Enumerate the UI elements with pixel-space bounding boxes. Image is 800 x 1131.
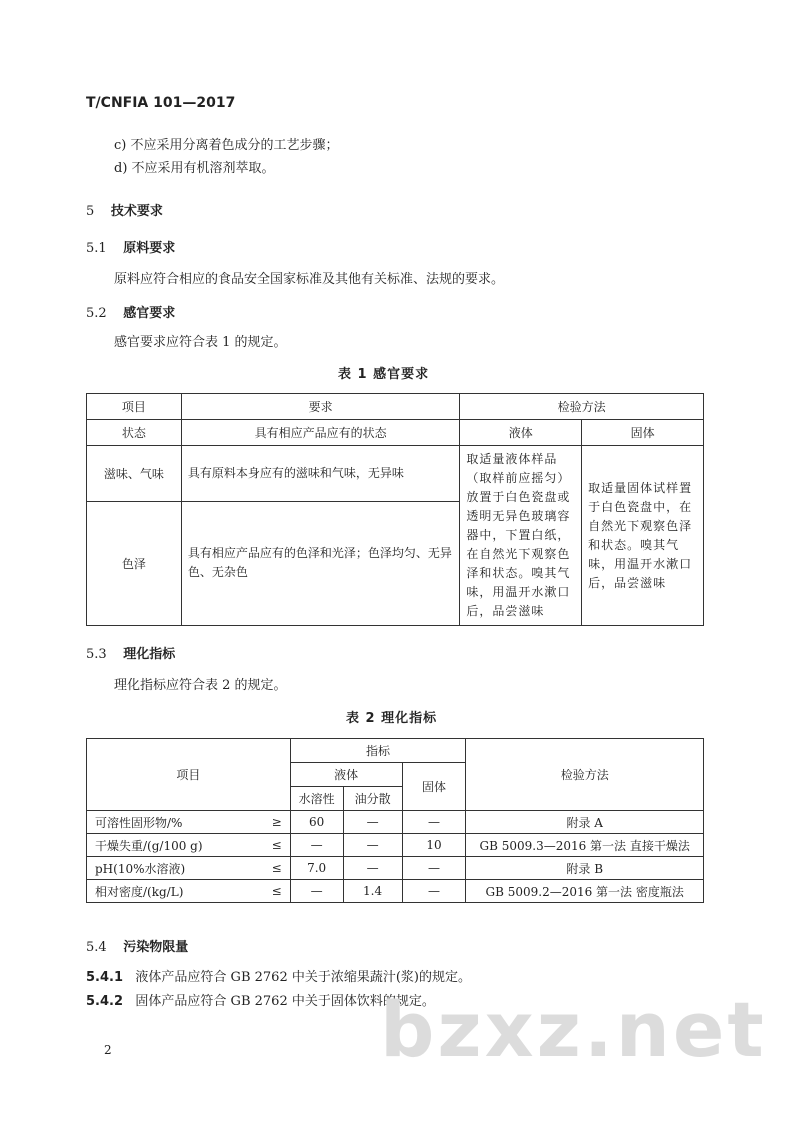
table-cell: — — [402, 811, 466, 834]
table-header: 油分散 — [343, 787, 402, 811]
table-header: 液体 — [290, 763, 402, 787]
list-item: d) 不应采用有机溶剂萃取。 — [114, 161, 275, 176]
section-title: 技术要求 — [110, 204, 163, 219]
section-5-4-heading — [86, 936, 188, 955]
section-5-4-1 — [86, 966, 471, 985]
section-title: 污染物限量 — [123, 940, 189, 955]
table-cell: 滋味、气味 — [87, 446, 182, 502]
table-header: 状态 — [87, 420, 182, 446]
table-cell: 具有原料本身应有的滋味和气味，无异味 — [181, 446, 459, 502]
table1-caption: 表 1 感官要求 — [338, 367, 430, 382]
table1-sensory — [86, 393, 704, 626]
section-number: 5.3 — [86, 647, 107, 662]
table-cell: — — [343, 811, 402, 834]
table-cell: — — [290, 834, 343, 857]
table-cell: ≤ — [254, 834, 290, 857]
section-5-3-heading — [86, 643, 175, 662]
table-cell: 1.4 — [343, 880, 402, 903]
table-cell: 可溶性固形物/% — [87, 811, 255, 834]
table-cell: ≥ — [254, 811, 290, 834]
watermark-logo: bzxz.net — [380, 985, 767, 1074]
section-number: 5 — [86, 204, 95, 219]
section-title: 感官要求 — [123, 306, 176, 321]
table2-caption: 表 2 理化指标 — [346, 711, 438, 726]
table-cell: 色泽 — [87, 501, 182, 625]
table-header: 指标 — [290, 739, 466, 763]
section-number: 5.1 — [86, 241, 107, 256]
section-number: 5.4 — [86, 940, 107, 955]
table-cell: 附录 A — [466, 811, 704, 834]
table-cell: — — [343, 857, 402, 880]
table-cell: 相对密度/(kg/L) — [87, 880, 255, 903]
section-title: 原料要求 — [123, 241, 176, 256]
table-header: 固体 — [582, 420, 704, 446]
list-item: c) 不应采用分离着色成分的工艺步骤； — [114, 138, 339, 153]
section-5-1-body: 原料应符合相应的食品安全国家标准及其他有关标准、法规的要求。 — [114, 272, 505, 287]
section-5-1-heading — [86, 237, 175, 256]
section-number: 5.4.2 — [86, 994, 124, 1009]
table-cell: 取适量固体试样置于白色瓷盘中，在自然光下观察色泽和状态。嗅其气味，用温开水漱口后，品尝滋味 — [582, 446, 704, 626]
section-body: 固体产品应符合 GB 2762 中关于固体饮料的规定。 — [135, 994, 435, 1009]
table-cell: — — [343, 834, 402, 857]
table-cell: ≤ — [254, 857, 290, 880]
table-cell: 附录 B — [466, 857, 704, 880]
table-header: 检验方法 — [460, 394, 704, 420]
table-header: 项目 — [87, 394, 182, 420]
table-cell: 具有相应产品应有的色泽和光泽；色泽均匀、无异色、无杂色 — [181, 501, 459, 625]
section-body: 液体产品应符合 GB 2762 中关于浓缩果蔬汁(浆)的规定。 — [135, 970, 471, 985]
table-cell: 60 — [290, 811, 343, 834]
section-5-2-heading — [86, 302, 175, 321]
table-cell: — — [402, 857, 466, 880]
section-number: 5.4.1 — [86, 970, 124, 985]
table-cell: GB 5009.3—2016 第一法 直接干燥法 — [466, 834, 704, 857]
table-cell: 10 — [402, 834, 466, 857]
table-row — [87, 857, 704, 880]
standard-id: T/CNFIA 101—2017 — [86, 95, 236, 111]
table-header: 水溶性 — [290, 787, 343, 811]
section-5-3-body: 理化指标应符合表 2 的规定。 — [114, 678, 287, 693]
table2-physicochemical — [86, 738, 704, 903]
table-cell: — — [402, 880, 466, 903]
table-cell: 取适量液体样品（取样前应摇匀）放置于白色瓷盘或透明无异色玻璃容器中，下置白纸，在自然光下观察色泽和状态。嗅其气味，用温开水漱口后，品尝滋味 — [460, 446, 582, 626]
table-row — [87, 811, 704, 834]
section-title: 理化指标 — [123, 647, 176, 662]
table-cell: GB 5009.2—2016 第一法 密度瓶法 — [466, 880, 704, 903]
table-header: 要求 — [181, 394, 459, 420]
table-header: 固体 — [402, 763, 466, 811]
table-cell: ≤ — [254, 880, 290, 903]
table-header: 检验方法 — [466, 739, 704, 811]
table-row — [87, 834, 704, 857]
section-number: 5.2 — [86, 306, 107, 321]
table-cell: 7.0 — [290, 857, 343, 880]
table-header: 液体 — [460, 420, 582, 446]
section-5-heading — [86, 200, 163, 219]
table-cell: pH(10%水溶液) — [87, 857, 255, 880]
table-header: 具有相应产品应有的状态 — [181, 420, 459, 446]
page-number: 2 — [104, 1043, 112, 1057]
table-header: 项目 — [87, 739, 291, 811]
table-cell: 干燥失重/(g/100 g) — [87, 834, 255, 857]
section-5-2-body: 感官要求应符合表 1 的规定。 — [114, 335, 287, 350]
table-row — [87, 880, 704, 903]
table-cell: — — [290, 880, 343, 903]
